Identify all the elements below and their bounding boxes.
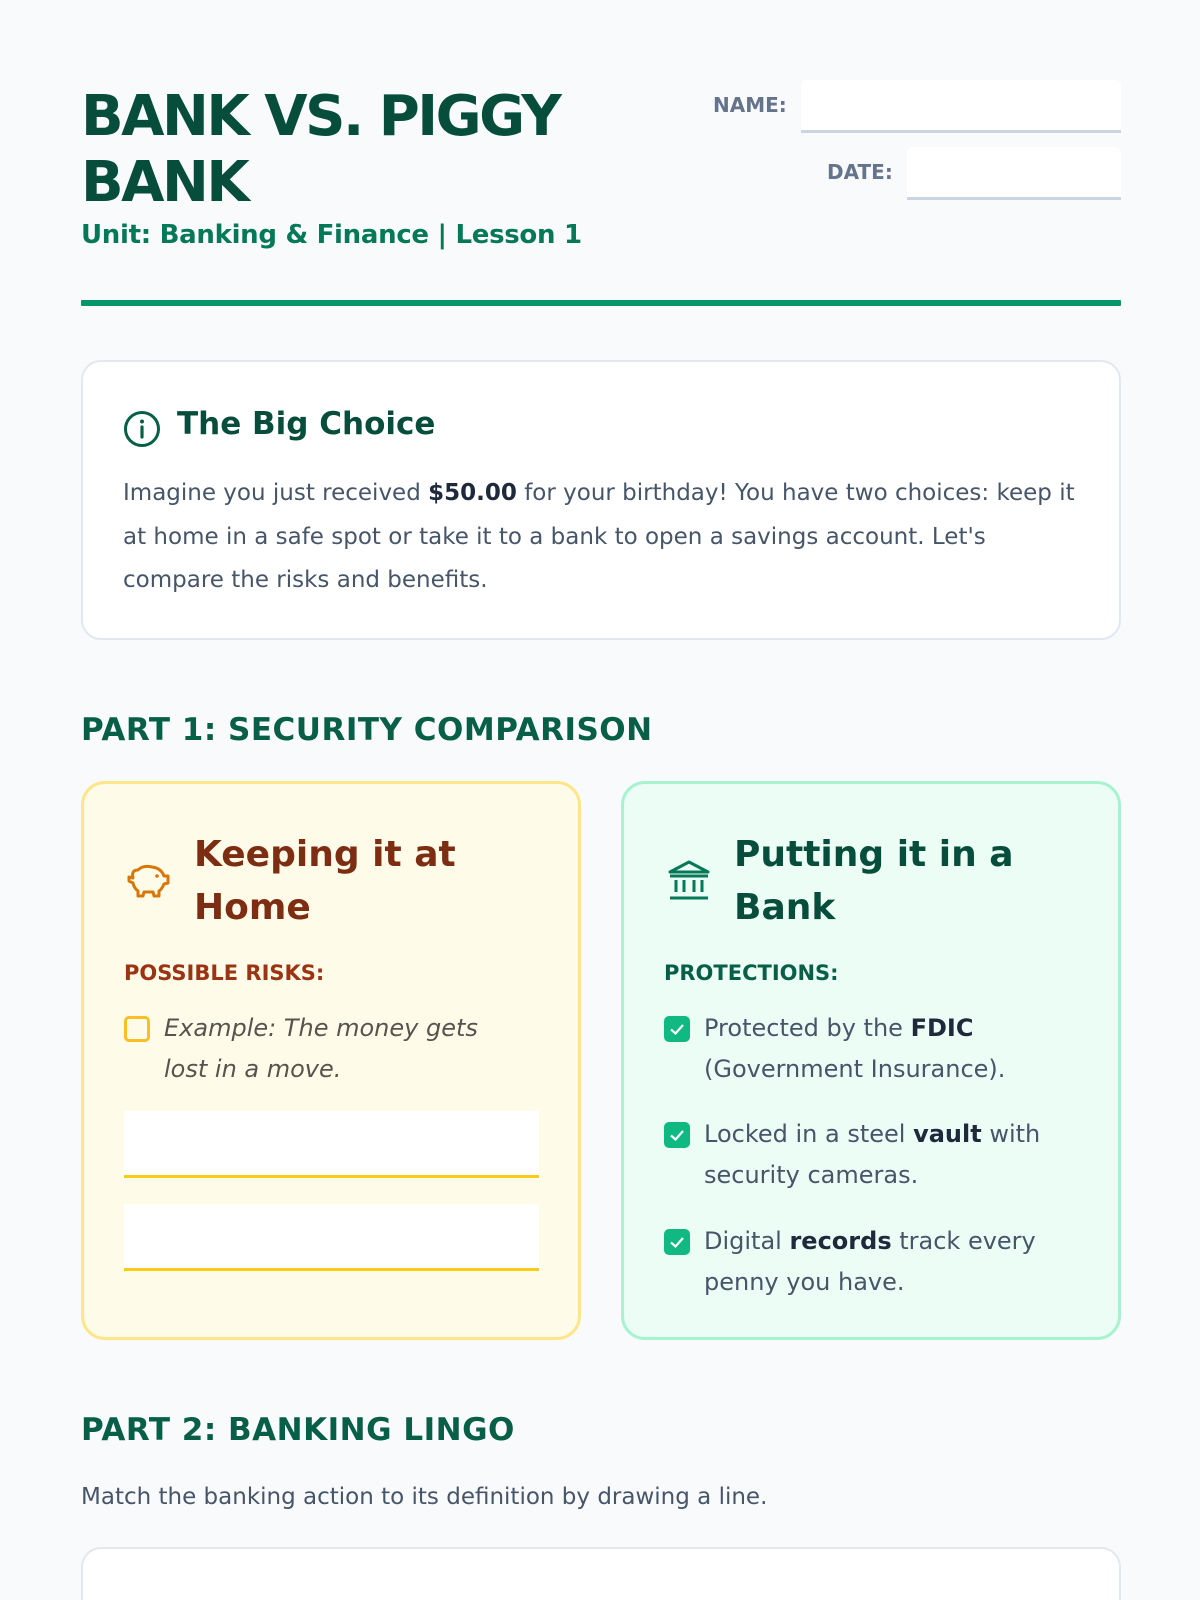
home-title: Keeping it at Home	[194, 834, 456, 928]
part2-instructions: Match the banking action to its definition by drawing a line.	[81, 1484, 768, 1510]
intro-card	[81, 360, 1121, 640]
bank-protections-label: PROTECTIONS:	[664, 961, 839, 985]
protection-text: Digital records track every penny you have.	[704, 1227, 1036, 1296]
risk-example-item	[124, 1008, 544, 1098]
intro-title: The Big Choice	[177, 406, 436, 442]
protection-text: Protected by the FDIC (Government Insurance).	[704, 1014, 1006, 1083]
protection-item	[664, 1221, 1084, 1311]
checkmark-icon	[668, 1020, 686, 1038]
home-box	[81, 781, 581, 1340]
piggy-bank-icon	[124, 856, 174, 906]
bank-title: Putting it in a Bank	[734, 834, 1014, 928]
protection-text: Locked in a steel vault with security cameras.	[704, 1120, 1041, 1189]
birthday-amount: $50.00	[428, 480, 517, 506]
checked-checkbox[interactable]	[664, 1229, 690, 1255]
checked-checkbox[interactable]	[664, 1016, 690, 1042]
header-divider	[81, 300, 1121, 306]
checkmark-icon	[668, 1126, 686, 1144]
bank-building-icon	[664, 856, 714, 906]
page-title: BANK VS. PIGGY BANK	[81, 84, 560, 215]
date-label: DATE:	[827, 160, 893, 184]
risk-answer-line[interactable]	[124, 1204, 539, 1271]
matching-card	[81, 1547, 1121, 1600]
part2-heading: PART 2: BANKING LINGO	[81, 1412, 515, 1448]
date-field[interactable]	[907, 147, 1121, 200]
protection-item	[664, 1114, 1084, 1204]
page-subtitle: Unit: Banking & Finance | Lesson 1	[81, 220, 582, 250]
bank-box	[621, 781, 1121, 1340]
name-label: NAME:	[713, 93, 787, 117]
intro-text: Imagine you just received $50.00 for your birthday! You have two choices: keep it at home in a safe spot or take it to a bank to open a savings account. Let's compare the risks and benefits.	[123, 480, 1075, 593]
checked-checkbox[interactable]	[664, 1122, 690, 1148]
protection-item	[664, 1008, 1084, 1098]
part1-heading: PART 1: SECURITY COMPARISON	[81, 712, 653, 748]
info-icon	[123, 410, 161, 448]
risk-checkbox[interactable]	[124, 1016, 150, 1042]
risk-answer-line[interactable]	[124, 1111, 539, 1178]
name-field[interactable]	[801, 80, 1121, 133]
home-risks-label: POSSIBLE RISKS:	[124, 961, 325, 985]
risk-example-text: Example: The money gets lost in a move.	[164, 1014, 478, 1083]
checkmark-icon	[668, 1233, 686, 1251]
